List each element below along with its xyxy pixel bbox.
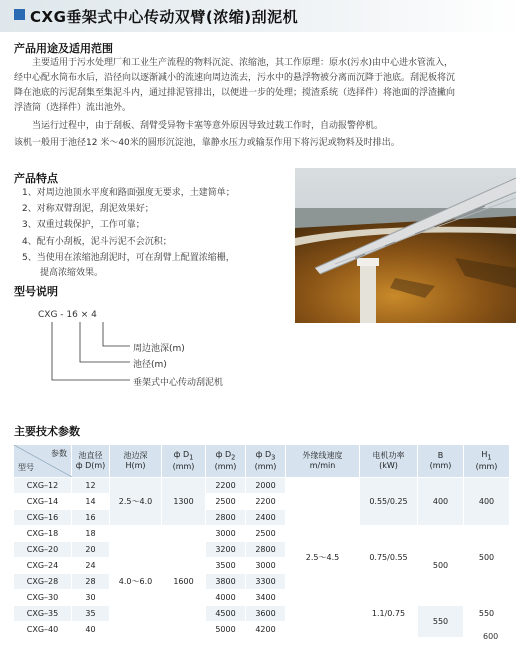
table-cell: 2500 <box>246 526 286 542</box>
usage-line-4: 浮渣筒（选择件）流出池外。 <box>14 103 132 113</box>
cell-d1-2: 1600 <box>162 526 206 638</box>
table-cell: 2200 <box>206 478 246 494</box>
table-cell: CXG–12 <box>14 478 72 494</box>
cell-h1-4: 600 <box>483 632 499 641</box>
cell-h1-3: 550 <box>464 590 510 638</box>
table-cell: 3300 <box>246 574 286 590</box>
table-cell: 35 <box>72 606 110 622</box>
table-cell: 28 <box>72 574 110 590</box>
header-param-model: 参数 型号 <box>14 445 72 478</box>
table-cell: 5000 <box>206 622 246 638</box>
table-cell: 14 <box>72 494 110 510</box>
usage-line-5: 当运行过程中，由于刮板、刮臂受异物卡塞等意外原因导致过载工作时，自动报警停机。 <box>32 121 384 131</box>
feature-item: 2、对称双臂刮泥，刮泥效果好； <box>22 204 154 214</box>
table-cell: 24 <box>72 558 110 574</box>
model-label-type: 垂架式中心传动刮泥机 <box>133 378 224 388</box>
table-header-row <box>14 445 510 478</box>
cell-h-range-2: 4.0～6.0 <box>110 526 162 638</box>
cell-b-3: 550 <box>418 606 464 638</box>
table-cell: 40 <box>72 622 110 638</box>
table-cell: 2400 <box>246 510 286 526</box>
model-code: CXG - 16 × 4 <box>38 310 97 320</box>
cell-power-2: 0.75/0.55 <box>360 526 418 590</box>
header-h1: $H_1$ (mm) <box>464 445 510 478</box>
usage-line-1: 主要适用于污水处理厂和工业生产流程的物料沉淀、浓缩池，其工作原理：原水(污水)由中心进水管流入， <box>32 58 454 68</box>
usage-line-2: 经中心配水筒布水后，沿径向以逐渐减小的流速向周边流去，污水中的悬浮物被分离而沉降于池底。刮泥板将沉 <box>14 73 456 83</box>
feature-item: 1、对周边池顶水平度和路面强度无要求，土建简单； <box>22 188 235 198</box>
feature-item: 3、双重过载保护，工作可靠； <box>22 220 145 230</box>
table-cell: 2800 <box>246 542 286 558</box>
table-cell: 3000 <box>246 558 286 574</box>
table-cell: CXG–16 <box>14 510 72 526</box>
table-cell: CXG–24 <box>14 558 72 574</box>
specs-heading: 主要技术参数 <box>14 425 80 438</box>
table-row <box>14 526 510 542</box>
table-cell: 4000 <box>206 590 246 606</box>
cell-h-range-1: 2.5～4.0 <box>110 478 162 526</box>
cell-d1-1: 1300 <box>162 478 206 526</box>
table-cell: 2000 <box>246 478 286 494</box>
header-d1: ф $D_1$ (mm) <box>162 445 206 478</box>
header-d3: ф $D_3$ (mm) <box>246 445 286 478</box>
table-cell: 3600 <box>246 606 286 622</box>
usage-line-3: 降在池底的污泥刮集至集泥斗内，通过排泥管排出，以便进一步的处理；搅渣系统（选择件）将池面的浮渣撇向 <box>14 88 456 98</box>
table-cell: 3200 <box>206 542 246 558</box>
table-cell: 4500 <box>206 606 246 622</box>
header-b: B (mm) <box>418 445 464 478</box>
cell-b-2: 500 <box>418 526 464 606</box>
header-power: 电机功率 (kW) <box>360 445 418 478</box>
table-cell: 30 <box>72 590 110 606</box>
table-cell: 2800 <box>206 510 246 526</box>
header-diameter: 池直径 ф D(m) <box>72 445 110 478</box>
model-label-diameter: 池径(m) <box>133 360 167 370</box>
feature-item: 5、当使用在浓缩池刮泥时，可在刮臂上配置浓缩栅， <box>22 253 235 263</box>
feature-item: 提高浓缩效果。 <box>40 268 104 278</box>
feature-item: 4、配有小刮板，泥斗污泥不会沉积； <box>22 237 172 247</box>
cell-power-3: 1.1/0.75 <box>360 590 418 638</box>
table-row <box>14 606 510 622</box>
page-title: CXG垂架式中心传动双臂(浓缩)刮泥机 <box>30 8 299 26</box>
model-heading: 型号说明 <box>14 285 58 298</box>
cell-b-1: 400 <box>418 478 464 526</box>
table-cell: 3400 <box>246 590 286 606</box>
table-cell: 2500 <box>206 494 246 510</box>
features-heading: 产品特点 <box>14 172 58 185</box>
table-cell: 20 <box>72 542 110 558</box>
table-cell: 16 <box>72 510 110 526</box>
table-cell: 3000 <box>206 526 246 542</box>
table-cell: 2200 <box>246 494 286 510</box>
cell-h1-2: 500 <box>464 526 510 590</box>
table-cell: CXG–20 <box>14 542 72 558</box>
cell-speed: 2.5～4.5 <box>286 478 360 638</box>
table-cell: CXG–40 <box>14 622 72 638</box>
table-cell: 4200 <box>246 622 286 638</box>
table-cell: CXG–18 <box>14 526 72 542</box>
cell-power-1: 0.55/0.25 <box>360 478 418 526</box>
model-label-depth: 周边池深(m) <box>133 344 185 354</box>
header-speed: 外缘线速度 m/min <box>286 445 360 478</box>
table-cell: CXG–35 <box>14 606 72 622</box>
table-cell: CXG–30 <box>14 590 72 606</box>
header-d2: ф $D_2$ (mm) <box>206 445 246 478</box>
usage-line-6: 该机一般用于池径12 米～40米的圆形沉淀池，靠静水压力或输泵作用下将污泥或物料及时排出。 <box>14 138 400 148</box>
table-cell: 3800 <box>206 574 246 590</box>
usage-heading: 产品用途及适用范围 <box>14 42 113 55</box>
table-cell: 18 <box>72 526 110 542</box>
table-cell: CXG–14 <box>14 494 72 510</box>
header-edge-depth: 池边深 H(m) <box>110 445 162 478</box>
table-row <box>14 478 510 494</box>
table-cell: 12 <box>72 478 110 494</box>
table-cell: 3500 <box>206 558 246 574</box>
table-cell: CXG–28 <box>14 574 72 590</box>
spec-table <box>13 444 510 638</box>
cell-h1-1: 400 <box>464 478 510 526</box>
